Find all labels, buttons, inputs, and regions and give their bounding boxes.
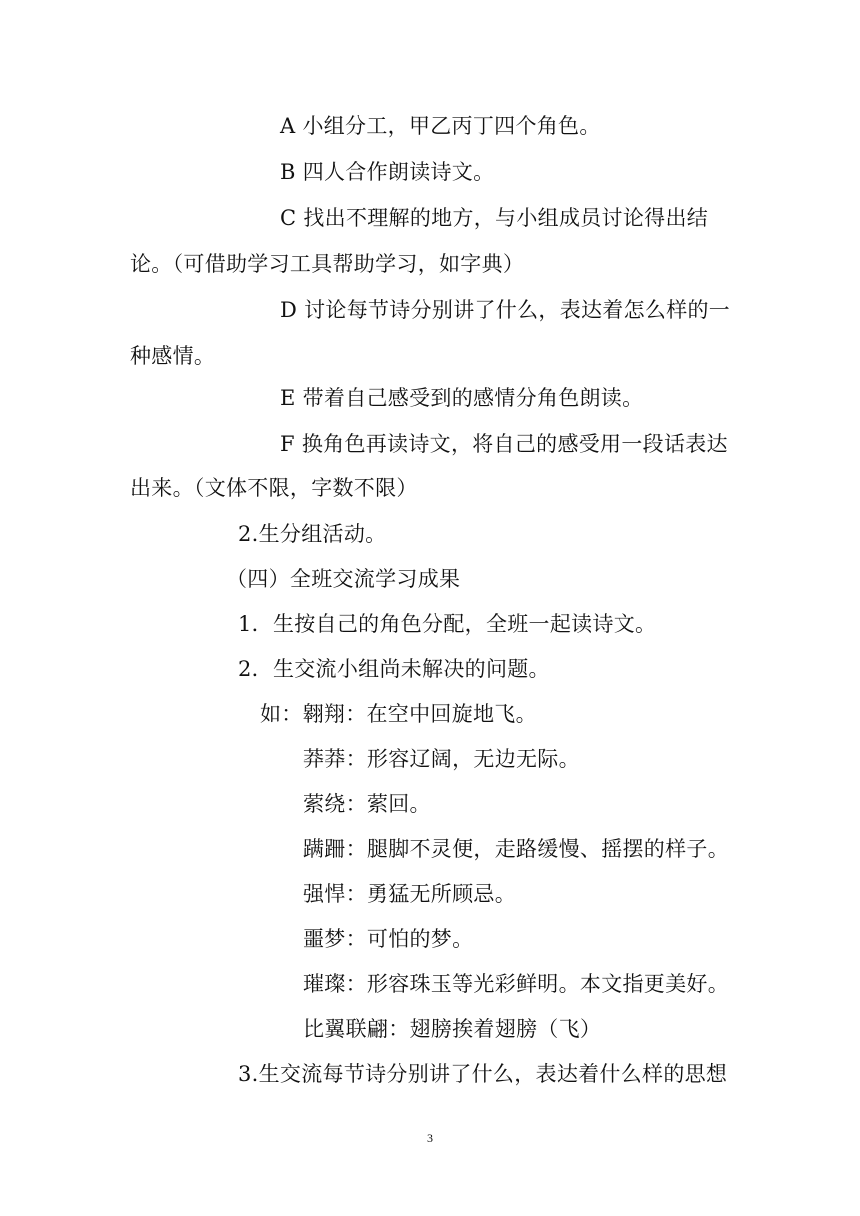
task-f: F 换角色再读诗文，将自己的感受用一段话表达 <box>280 432 728 456</box>
vocab-example-2: 莽莽：形容辽阔，无边无际。 <box>303 747 580 771</box>
vocab-example-5: 强悍：勇猛无所顾忌。 <box>303 882 516 906</box>
step-1: 1．生按自己的角色分配，全班一起读诗文。 <box>238 612 657 636</box>
step-3: 3.生交流每节诗分别讲了什么，表达着什么样的思想 <box>238 1062 728 1086</box>
vocab-example-4: 蹒跚：腿脚不灵便，走路缓慢、摇摆的样子。 <box>303 837 729 861</box>
step-2: 2．生交流小组尚未解决的问题。 <box>238 657 550 681</box>
task-d: D 讨论每节诗分别讲了什么，表达着怎么样的一 <box>280 298 731 322</box>
task-e: E 带着自己感受到的感情分角色朗读。 <box>280 386 644 410</box>
vocab-example-7: 璀璨：形容珠玉等光彩鲜明。本文指更美好。 <box>303 972 729 996</box>
task-f-continued: 出来。（文体不限，字数不限） <box>130 476 418 500</box>
vocab-example-6: 噩梦：可怕的梦。 <box>303 927 474 951</box>
page-number: 3 <box>427 1131 433 1145</box>
task-a: A 小组分工，甲乙丙丁四个角色。 <box>280 114 601 138</box>
task-d-continued: 种感情。 <box>130 344 216 368</box>
vocab-example-8: 比翼联翩：翅膀挨着翅膀（飞） <box>303 1017 602 1041</box>
task-c: C 找出不理解的地方，与小组成员讨论得出结 <box>280 206 709 230</box>
task-b: B 四人合作朗读诗文。 <box>280 160 495 184</box>
vocab-example-3: 萦绕：萦回。 <box>303 792 431 816</box>
group-activity: 2.生分组活动。 <box>238 522 387 546</box>
task-c-continued: 论。（可借助学习工具帮助学习，如字典） <box>130 252 525 276</box>
vocab-example-1: 如：翱翔：在空中回旋地飞。 <box>260 702 537 726</box>
section-heading: （四）全班交流学习成果 <box>226 567 461 591</box>
